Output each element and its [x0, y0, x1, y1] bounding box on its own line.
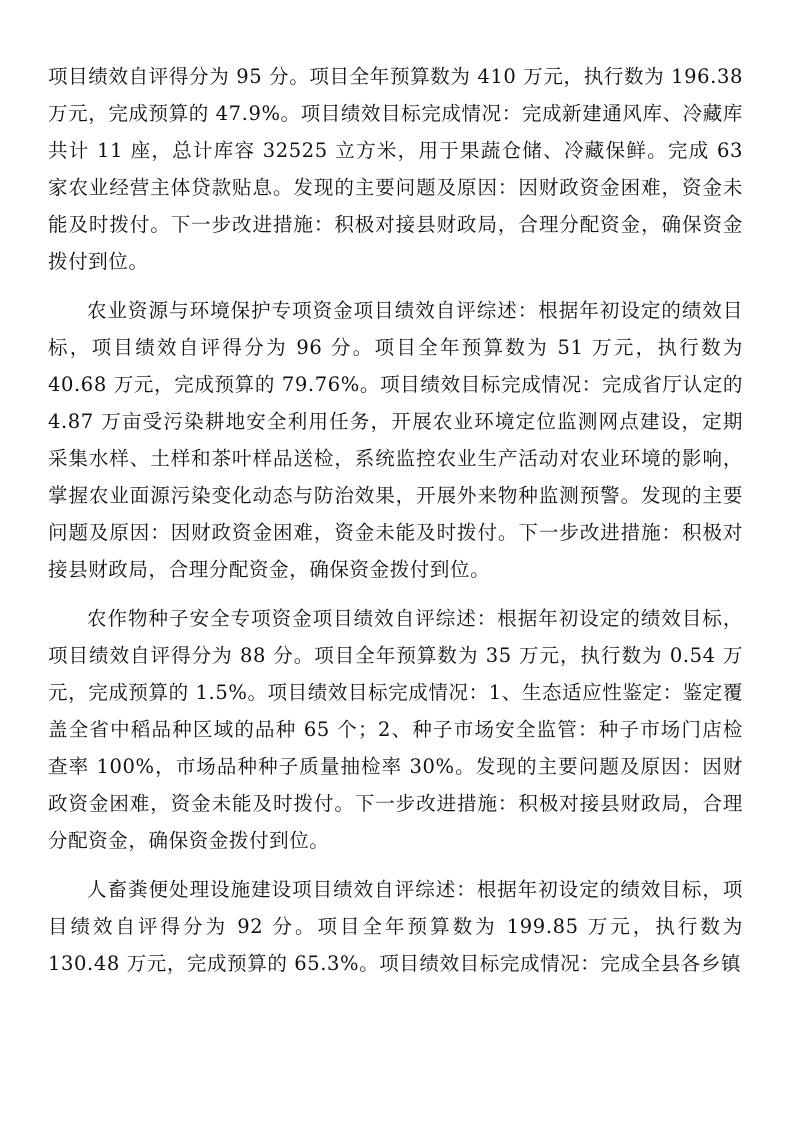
document-page: [48, 58, 743, 982]
paragraph-crop-seed-safety: 农作物种子安全专项资金项目绩效自评综述：根据年初设定的绩效目标，项目绩效自评得分为 88 分。项目全年预算数为 35 万元，执行数为 0.54 万元，完成预算的 1.5%。项目绩效目标完成情况：1、生态适应性鉴定：鉴定覆盖全省中稻品种区域的品种 65 个；2、种子市场安全监管：种子市场门店检查率 100%，市场品种种子质量抽检率 30%。发现的主要问题及原因：因财政资金困难，资金未能及时拨付。下一步改进措施：积极对接县财政局，合理分配资金，确保资金拨付到位。: [48, 607, 743, 852]
paragraph-manure-treatment-facilities: 人畜粪便处理设施建设项目绩效自评综述：根据年初设定的绩效目标，项目绩效自评得分为 92 分。项目全年预算数为 199.85 万元，执行数为 130.48 万元，完成预算的 65.3%。项目绩效目标完成情况：完成全县各乡镇: [48, 878, 743, 975]
paragraph-agri-resources-environment: 农业资源与环境保护专项资金项目绩效自评综述：根据年初设定的绩效目标，项目绩效自评得分为 96 分。项目全年预算数为 51 万元，执行数为 40.68 万元，完成预算的 79.76%。项目绩效目标完成情况：完成省厅认定的 4.87 万亩受污染耕地安全利用任务，开展农业环境定位监测网点建设，定期采集水样、土样和茶叶样品送检，系统监控农业生产活动对农业环境的影响，掌握农业面源污染变化动态与防治效果，开展外来物种监测预警。发现的主要问题及原因：因财政资金困难，资金未能及时拨付。下一步改进措施：积极对接县财政局，合理分配资金，确保资金拨付到位。: [48, 299, 743, 581]
paragraph-cold-storage-project: 项目绩效自评得分为 95 分。项目全年预算数为 410 万元，执行数为 196.38 万元，完成预算的 47.9%。项目绩效目标完成情况：完成新建通风库、冷藏库共计 11 座，总计库容 32525 立方米，用于果蔬仓储、冷藏保鲜。完成 63 家农业经营主体贷款贴息。发现的主要问题及原因：因财政资金困难，资金未能及时拨付。下一步改进措施：积极对接县财政局，合理分配资金，确保资金拨付到位。: [48, 65, 743, 273]
